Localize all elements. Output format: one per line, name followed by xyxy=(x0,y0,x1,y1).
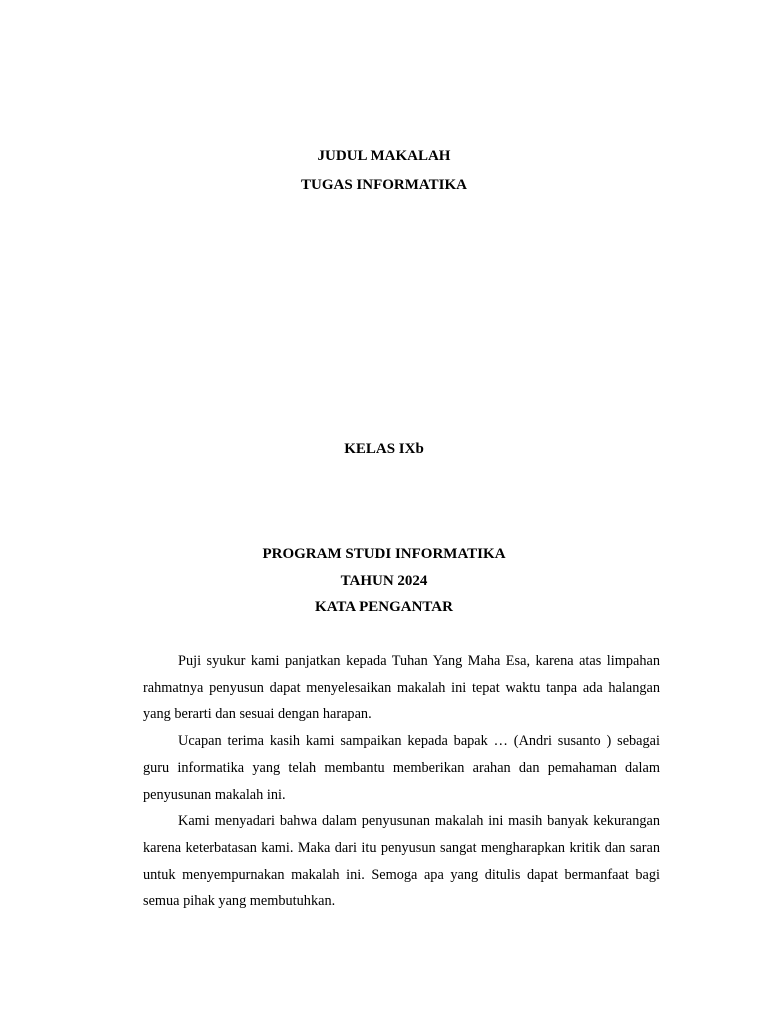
year-label: TAHUN 2024 xyxy=(340,573,428,589)
paragraph: Ucapan terima kasih kami sampaikan kepada bapak … (Andri susanto ) sebagai guru informatika yang telah membantu memberikan arahan dan pemahaman dalam penyusunan makalah ini. xyxy=(143,733,660,803)
document-subtitle: TUGAS INFORMATIKA xyxy=(301,177,467,193)
preface-body xyxy=(143,648,660,915)
paragraph: Kami menyadari bahwa dalam penyusunan makalah ini masih banyak kekurangan karena keterbatasan kami. Maka dari itu penyusun sangat mengharapkan kritik dan saran untuk menyempurnakan makalah ini. Semoga apa yang ditulis dapat bermanfaat bagi semua pihak yang membutuhkan. xyxy=(143,813,660,910)
program-name: PROGRAM STUDI INFORMATIKA xyxy=(262,546,506,562)
document-title: JUDUL MAKALAH xyxy=(317,148,451,164)
section-heading: KATA PENGANTAR xyxy=(315,599,453,615)
class-label: KELAS IXb xyxy=(344,441,424,457)
paragraph: Puji syukur kami panjatkan kepada Tuhan Yang Maha Esa, karena atas limpahan rahmatnya penyusun dapat menyelesaikan makalah ini tepat waktu tanpa ada halangan yang berarti dan sesuai dengan harapan. xyxy=(143,653,660,723)
